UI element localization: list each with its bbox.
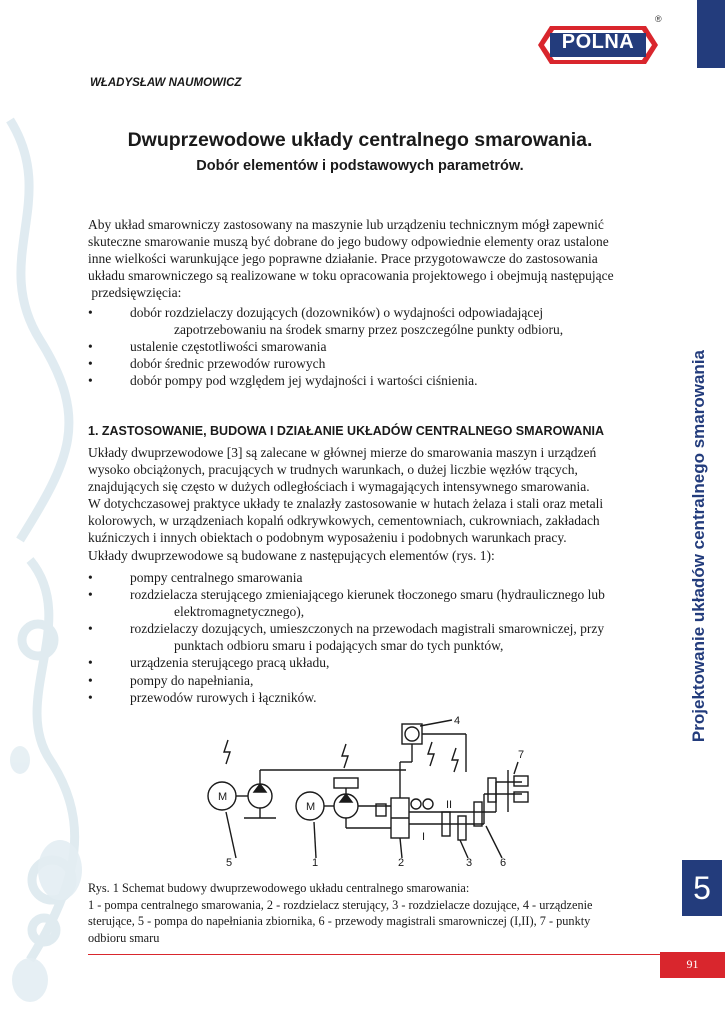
list-item-text: ustalenie częstotliwości smarowania <box>130 339 327 355</box>
intro-line: Aby układ smarowniczy zastosowany na maszynie lub urządzeniu technicznym mógł zapewnić <box>88 217 604 232</box>
list-item <box>88 672 656 689</box>
list-item-text: zapotrzebowaniu na środek smarny przez poszczególne punkty odbioru, <box>174 322 564 338</box>
list-item <box>88 355 656 372</box>
list-item-text: urządzenia sterującego pracą układu, <box>130 655 330 671</box>
intro-line: skuteczne smarowanie muszą być dobrane do jego budowy odpowiednie elementy oraz ustalone <box>88 234 609 250</box>
list-item-continuation <box>88 321 656 338</box>
list-item <box>88 338 656 355</box>
list-item-text: przewodów rurowych i łączników. <box>130 689 317 705</box>
logo-text: POLNA <box>561 31 635 53</box>
pressure-gauge <box>423 799 433 809</box>
bullet: • <box>88 570 93 585</box>
chapter-side-title <box>682 350 716 850</box>
section-line: kolorowych, w urządzeniach kopalń odkrywkowych, cementowniach, cukrowniach, zakładach <box>88 513 600 529</box>
intro-line: inne wielkości warunkujące jego poprawne działanie. Prace przygotowawcze do zastosowania <box>88 251 598 267</box>
figure-label-m: M <box>218 791 228 803</box>
caption-line: odbioru smaru <box>88 930 160 945</box>
list-item <box>88 654 656 671</box>
side-title-text: Projektowanie układów centralnego smarowania <box>689 350 708 743</box>
figure-label-ii: II <box>446 799 453 811</box>
list-item-continuation <box>88 603 656 620</box>
chapter-number-badge: 5 <box>682 860 722 916</box>
intro-paragraph <box>88 216 656 301</box>
caption-line: 1 - pompa centralnego smarowania, 2 - rozdzielacz sterujący, 3 - rozdzielacze dozujące, 4 - urządzenie <box>88 897 593 912</box>
bullet: • <box>88 621 93 637</box>
figure-label-i: I <box>422 831 426 843</box>
section-line: Układy dwuprzewodowe są budowane z następujących elementów (rys. 1): <box>88 547 495 563</box>
list-item-text: dobór pompy pod względem jej wydajności i wartości ciśnienia. <box>130 373 478 389</box>
list-item-text: rozdzielacza sterującego zmieniającego kierunek tłoczonego smaru (hydraulicznego lub <box>130 587 605 603</box>
figure-label-1: 1 <box>312 857 319 869</box>
registered-mark: ® <box>655 14 662 24</box>
list-item <box>88 586 656 603</box>
figure-label-4: 4 <box>454 715 461 727</box>
intro-line: przedsięwzięcia: <box>88 285 182 301</box>
section-line: W dotychczasowej praktyce układy te znalazły zastosowanie w hutach żelaza i stali oraz metali <box>88 496 604 512</box>
bullet: • <box>88 339 93 355</box>
list-item <box>88 620 656 637</box>
caption-line: Rys. 1 Schemat budowy dwuprzewodowego układu centralnego smarowania: <box>88 881 470 895</box>
author-name: WŁADYSŁAW NAUMOWICZ <box>90 77 242 89</box>
decorative-swirl-background <box>0 0 90 1024</box>
list-item-text: pompy centralnego smarowania <box>130 570 303 585</box>
page-title: Dwuprzewodowe układy centralnego smarowania. <box>127 129 593 151</box>
dosing-distributor <box>458 816 466 840</box>
pressure-gauge <box>411 799 421 809</box>
section-line: kuźniczych i innych obiektach o podobnym wyposażeniu i podobnych warunkach pracy. <box>88 530 567 546</box>
section-line: wysoko obciążonych, pracujących w trudnych warunkach, o dużej liczbie węzłów trących, <box>88 462 578 478</box>
list-item <box>88 304 656 321</box>
figure-caption <box>88 880 648 946</box>
lubrication-system-schematic <box>196 712 556 872</box>
list-item-text: elektromagnetycznego), <box>174 604 305 620</box>
list-item <box>88 569 656 586</box>
bullet: • <box>88 672 93 688</box>
bullet: • <box>88 655 93 671</box>
figure-label-3: 3 <box>466 857 473 869</box>
list-item-text: dobór średnic przewodów rurowych <box>130 356 326 372</box>
lubrication-point <box>514 776 528 786</box>
intro-line: układu smarowniczego są realizowane w toku opracowania projektowego i obejmują następujące <box>88 268 614 284</box>
dosing-distributor <box>488 778 496 802</box>
list-item-text: punktach odbioru smaru i podających smar do tych punktów, <box>174 638 504 654</box>
page-number: 91 <box>660 952 725 978</box>
bullet: • <box>88 373 93 389</box>
intro-bullet-list <box>88 304 656 389</box>
list-item-text: dobór rozdzielaczy dozujących (dozowników) o wydajności odpowiadającej <box>130 305 544 320</box>
corner-blue-bar <box>697 0 725 68</box>
section-bullet-list <box>88 569 656 706</box>
footer-rule <box>88 954 660 955</box>
page-subtitle: Dobór elementów i podstawowych parametrów. <box>196 158 524 174</box>
figure-label-m: M <box>306 801 316 813</box>
dosing-distributor <box>474 802 482 826</box>
section-line: Układy dwuprzewodowe [3] są zalecane w głównej mierze do smarowania maszyn i urządzeń <box>88 445 597 460</box>
bullet: • <box>88 356 93 372</box>
bullet: • <box>88 689 93 705</box>
figure-label-2: 2 <box>398 857 405 869</box>
caption-line: sterujące, 5 - pompa do napełniania zbiornika, 6 - przewody magistrali smarowniczej (I,II), 7 - punkty <box>88 914 591 928</box>
list-item-continuation <box>88 637 656 654</box>
section-heading: 1. ZASTOSOWANIE, BUDOWA I DZIAŁANIE UKŁADÓW CENTRALNEGO SMAROWANIA <box>88 424 604 438</box>
list-item-text: rozdzielaczy dozujących, umieszczonych na przewodach magistrali smarowniczej, przy <box>130 621 605 637</box>
section-line: znajdujących się często w dużych odległościach i wymagających intensywnego smarowania. <box>88 479 590 495</box>
figure-label-5: 5 <box>226 857 233 869</box>
figure-label-6: 6 <box>500 857 507 869</box>
list-item <box>88 689 656 706</box>
list-item-text: pompy do napełniania, <box>130 672 254 688</box>
list-item <box>88 372 656 389</box>
bullet: • <box>88 305 93 320</box>
bullet: • <box>88 587 93 603</box>
section-paragraph <box>88 444 656 564</box>
figure-label-7: 7 <box>518 749 525 761</box>
